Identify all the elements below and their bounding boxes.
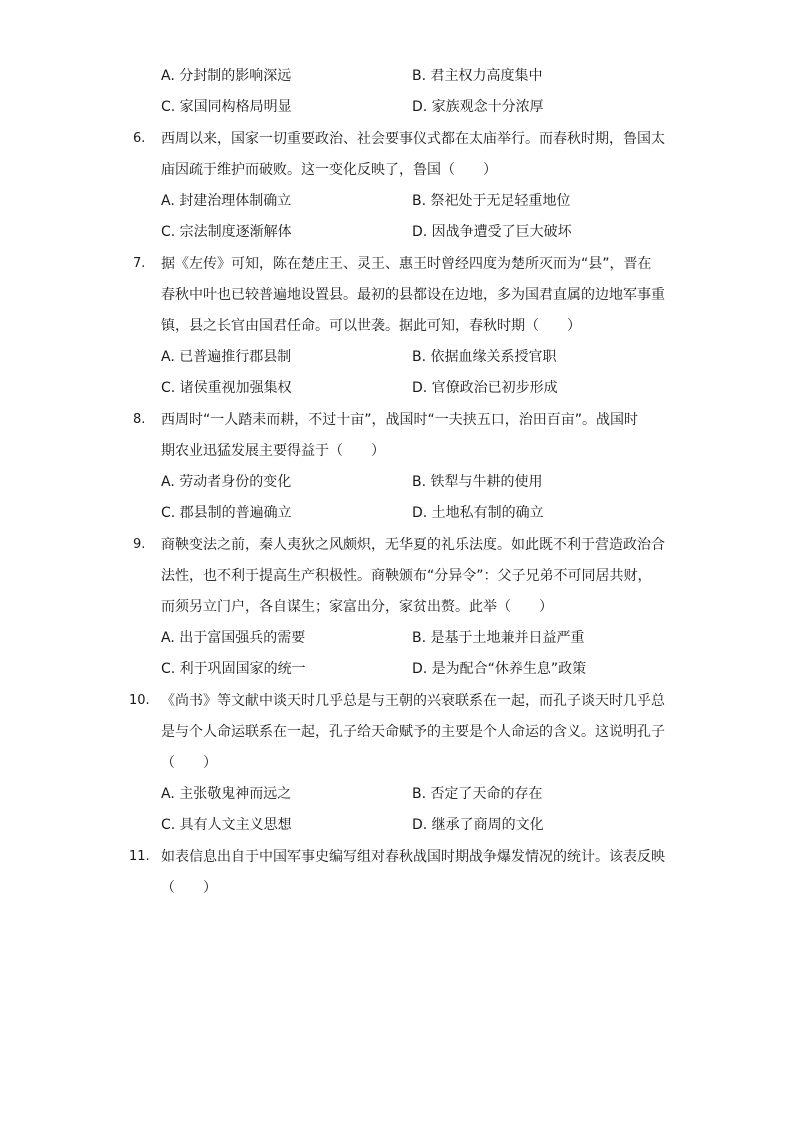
question-stem-line: 春秋中叶也已较普遍地设置县。最初的县都设在边地，多为国君直属的边地军事重 (161, 287, 665, 303)
option-d: D. 土地私有制的确立 (412, 505, 544, 521)
question-stem-line: 法性，也不利于提高生产积极性。商鞅颁布“分异令”：父子兄弟不可同居共财， (161, 568, 652, 584)
option-d: D. 因战争遭受了巨大破坏 (412, 224, 572, 240)
option-d: D. 是为配合“休养生息”政策 (412, 661, 587, 677)
question-stem-line: 是与个人命运联系在一起，孔子给天命赋予的主要是个人命运的含义。这说明孔子 (161, 724, 665, 740)
option-b: B. 君主权力高度集中 (412, 68, 543, 84)
option-c: C. 诸侯重视加强集权 (161, 380, 292, 396)
option-b: B. 祭祀处于无足轻重地位 (412, 193, 571, 209)
option-b: B. 否定了天命的存在 (412, 786, 543, 802)
question-number: 8. (133, 412, 146, 427)
question-stem-line: 商鞅变法之前，秦人夷狄之风颇炽，无华夏的礼乐法度。如此既不利于营造政治合 (161, 537, 665, 553)
question-stem-line: 据《左传》可知，陈在楚庄王、灵王、惠王时曾经四度为楚所灭而为“县”，晋在 (161, 256, 652, 272)
option-b: B. 是基于土地兼并日益严重 (412, 630, 585, 646)
question-number: 9. (133, 537, 146, 552)
question-stem-line: 如表信息出自于中国军事史编写组对春秋战国时期战争爆发情况的统计。该表反映 (161, 849, 665, 865)
question-number: 6. (133, 131, 146, 146)
option-c: C. 具有人文主义思想 (161, 817, 292, 833)
option-d: D. 官僚政治已初步形成 (412, 380, 558, 396)
option-c: C. 利于巩固国家的统一 (161, 661, 306, 677)
option-a: A. 已普遍推行郡县制 (161, 349, 292, 365)
option-c: C. 家国同构格局明显 (161, 99, 292, 115)
question-number: 11. (129, 849, 150, 864)
question-stem-line: 期农业迅猛发展主要得益于（ ） (161, 443, 385, 459)
option-a: A. 主张敬鬼神而远之 (161, 786, 292, 802)
question-stem-line: （ ） (161, 880, 217, 896)
option-a: A. 劳动者身份的变化 (161, 474, 292, 490)
question-stem-line: 西周时“一人踏耒而耕，不过十亩”，战国时“一夫挟五口，治田百亩”。战国时 (161, 412, 639, 428)
option-d: D. 继承了商周的文化 (412, 817, 544, 833)
question-number: 10. (129, 693, 150, 708)
option-a: A. 分封制的影响深远 (161, 68, 292, 84)
option-c: C. 郡县制的普遍确立 (161, 505, 292, 521)
option-b: B. 铁犁与牛耕的使用 (412, 474, 543, 490)
option-c: C. 宗法制度逐渐解体 (161, 224, 292, 240)
question-stem-line: 镇，县之长官由国君任命。可以世袭。据此可知，春秋时期（ ） (161, 318, 581, 334)
option-d: D. 家族观念十分浓厚 (412, 99, 544, 115)
question-stem-line: 庙因疏于维护而破败。这一变化反映了，鲁国（ ） (161, 162, 497, 178)
option-a: A. 封建治理体制确立 (161, 193, 292, 209)
question-stem-line: （ ） (161, 755, 217, 771)
question-stem-line: 《尚书》等文献中谈天时几乎总是与王朝的兴衰联系在一起，而孔子谈天时几乎总 (161, 693, 665, 709)
option-a: A. 出于富国强兵的需要 (161, 630, 306, 646)
question-stem-line: 西周以来，国家一切重要政治、社会要事仪式都在太庙举行。而春秋时期，鲁国太 (161, 131, 665, 147)
question-stem-line: 而须另立门户，各自谋生；家富出分，家贫出赘。此举（ ） (161, 599, 553, 615)
question-number: 7. (133, 256, 146, 271)
option-b: B. 依据血缘关系授官职 (412, 349, 557, 365)
